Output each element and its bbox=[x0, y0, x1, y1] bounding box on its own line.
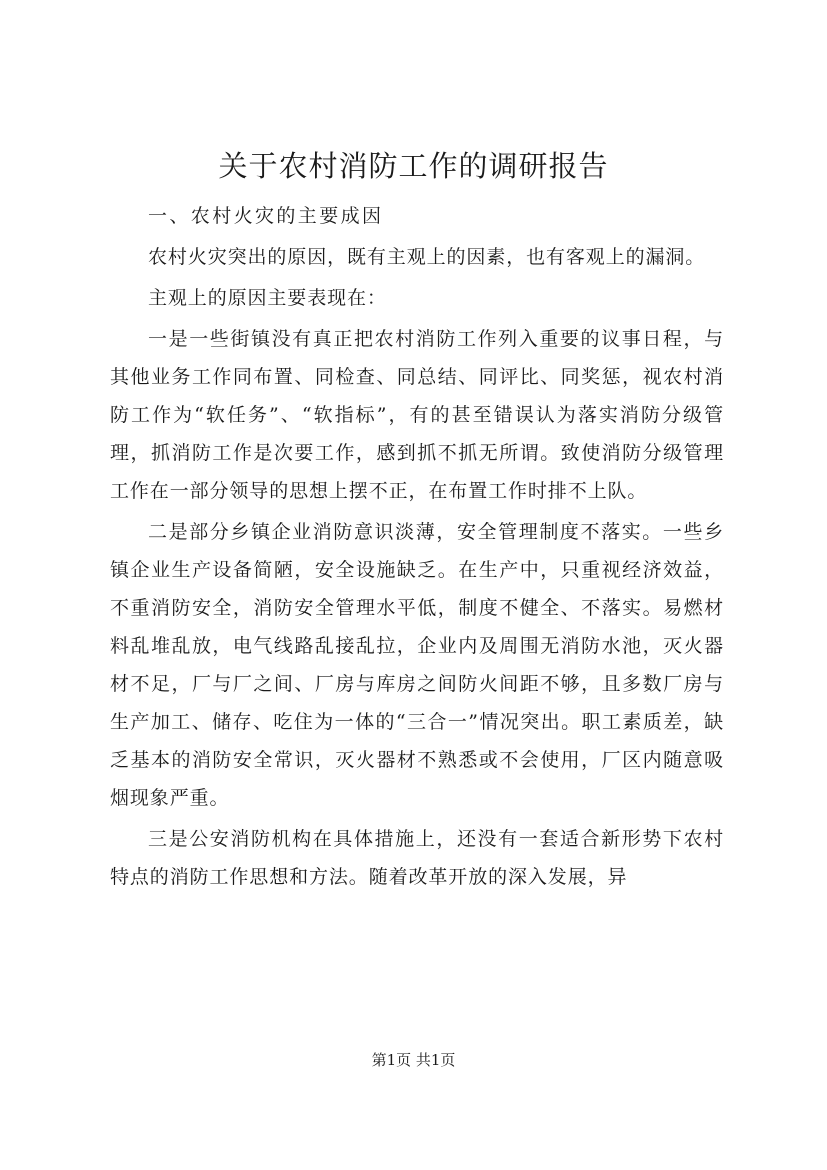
body-paragraph: 二是部分乡镇企业消防意识淡薄，安全管理制度不落实。一些乡镇企业生产设备简陋，安全设施缺乏。在生产中，只重视经济效益，不重消防安全，消防安全管理水平低，制度不健全、不落实。易燃材料乱堆乱放，电气线路乱接乱拉，企业内及周围无消防水池，灭火器材不足，厂与厂之间、厂房与库房之间防火间距不够，且多数厂房与生产加工、储存、吃住为一体的“三合一”情况突出。职工素质差，缺乏基本的消防安全常识，灭火器材不熟悉或不会使用，厂区内随意吸烟现象严重。 bbox=[110, 521, 724, 809]
section-heading: 一、农村火灾的主要成因 bbox=[148, 205, 384, 227]
document-body bbox=[110, 197, 724, 896]
page-number-footer: 第1页 共1页 bbox=[371, 1051, 456, 1069]
document-title: 关于农村消防工作的调研报告 bbox=[218, 149, 609, 183]
body-paragraph: 一是一些街镇没有真正把农村消防工作列入重要的议事日程，与其他业务工作同布置、同检查、同总结、同评比、同奖惩，视农村消防工作为“软任务”、“软指标”，有的甚至错误认为落实消防分级管理，抓消防工作是次要工作，感到抓不抓无所谓。致使消防分级管理工作在一部分领导的思想上摆不正，在布置工作时排不上队。 bbox=[110, 328, 724, 502]
body-paragraph: 主观上的原因主要表现在： bbox=[148, 287, 387, 309]
body-paragraph: 农村火灾突出的原因，既有主观上的因素，也有客观上的漏洞。 bbox=[148, 246, 706, 268]
body-paragraph: 三是公安消防机构在具体措施上，还没有一套适合新形势下农村特点的消防工作思想和方法。随着改革开放的深入发展，异 bbox=[110, 828, 724, 888]
